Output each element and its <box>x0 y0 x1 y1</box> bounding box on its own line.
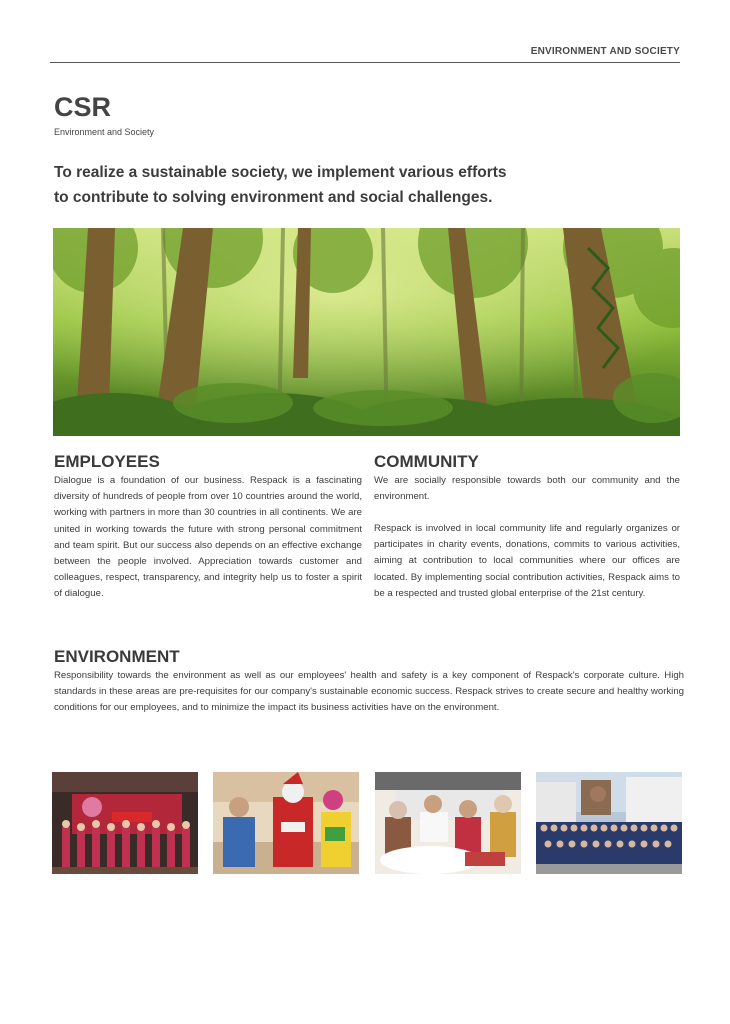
community-body: Respack is involved in local community life and regularly organizes or participates in charity events, donations, commits to various activities, aiming at contribution to local communities where our offices are located. By implementing social contribution activities, Respack aims to be a respected and trusted global enterprise of the 21st century. <box>374 523 680 599</box>
community-heading: COMMUNITY <box>374 452 479 471</box>
employees-heading: EMPLOYEES <box>54 452 160 471</box>
tagline <box>54 160 654 210</box>
section-header-label: ENVIRONMENT AND SOCIETY <box>530 46 680 57</box>
photo-team-group <box>536 772 682 874</box>
forest-hero-image <box>53 228 680 436</box>
tagline-line-2: to contribute to solving environment and social challenges. <box>54 189 493 206</box>
environment-heading: ENVIRONMENT <box>54 647 180 666</box>
photo-event-group <box>52 772 198 874</box>
environment-body: Responsibility towards the environment as well as our employees' health and safety is a key component of Respack's corporate culture. High standards in these areas are pre-requisites for our company's sustainable economic success. Respack strives to create secure and healthy working conditions for our employees, and to minimize the impact its business activities have on the environment. <box>54 670 684 714</box>
header-divider <box>50 62 680 63</box>
page-subtitle: Environment and Society <box>54 127 155 137</box>
employees-body: Dialogue is a foundation of our business. Respack is a fascinating diversity of hundreds of people from over 10 countries around the world, working with partners in more than 30 countries in all continents. We are united in working towards the future with strong personal commitment and team spirit. But our success also depends on an effective exchange between the people involved. Appreciation towards customer and colleagues, respect, transparency, and integrity help us to foster a spirit of dialogue. <box>54 475 362 600</box>
photo-donation <box>375 772 521 874</box>
community-body-intro: We are socially responsible towards both our community and the environment. <box>374 475 680 503</box>
page-title: CSR <box>54 92 112 122</box>
photo-santa-event <box>213 772 359 874</box>
tagline-line-1: To realize a sustainable society, we implement various efforts <box>54 164 507 181</box>
